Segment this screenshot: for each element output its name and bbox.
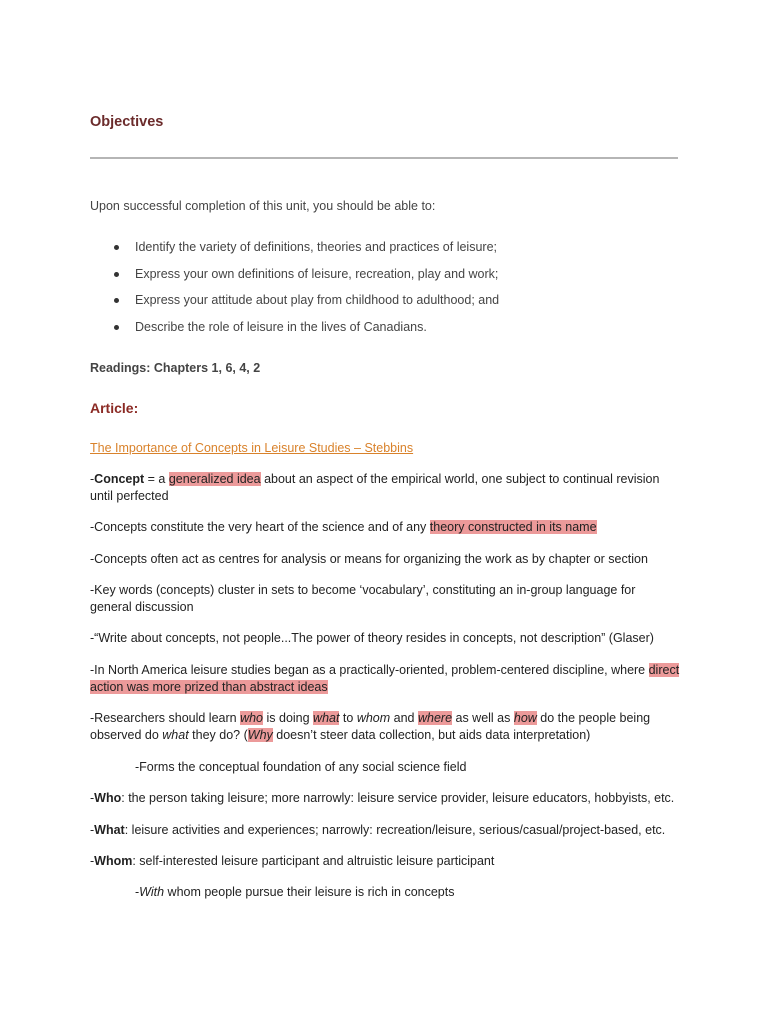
highlighted-text: where xyxy=(417,711,453,725)
note-whom: -Whom: self-interested leisure participant and altruistic leisure participant xyxy=(90,854,495,868)
highlighted-text: how xyxy=(513,711,537,725)
intro-text: Upon successful completion of this unit, you should be able to: xyxy=(90,199,436,213)
highlighted-text: generalized idea xyxy=(168,472,261,486)
bullet-icon xyxy=(114,298,119,303)
note-north-america: -In North America leisure studies began as a practically-oriented, problem-centered discipline, where direct action was more prized than abstract ideas xyxy=(90,663,680,694)
note-centres: -Concepts often act as centres for analysis or means for organizing the work as by chapter or section xyxy=(90,552,648,566)
bullet-icon xyxy=(114,272,119,277)
highlighted-text: direct action was more prized than abstract ideas xyxy=(90,663,680,694)
list-item: Describe the role of leisure in the lives of Canadians. xyxy=(90,319,680,346)
note-what: -What: leisure activities and experiences; narrowly: recreation/leisure, serious/casual/project-based, etc. xyxy=(90,823,666,837)
bullet-icon xyxy=(114,325,119,330)
bullet-icon xyxy=(114,245,119,250)
note-concept: -Concept = a generalized idea about an aspect of the empirical world, one subject to continual revision until perfected xyxy=(90,472,660,503)
article-heading: Article: xyxy=(90,400,139,416)
list-item: Identify the variety of definitions, theories and practices of leisure; xyxy=(90,239,680,266)
list-item: Express your own definitions of leisure, recreation, play and work; xyxy=(90,266,680,293)
note-glaser: -“Write about concepts, not people...The power of theory resides in concepts, not description” (Glaser) xyxy=(90,631,654,645)
note-foundation: -Forms the conceptual foundation of any social science field xyxy=(135,760,467,774)
section-heading: Objectives xyxy=(90,114,164,130)
readings-line: Readings: Chapters 1, 6, 4, 2 xyxy=(90,361,261,375)
note-who: -Who: the person taking leisure; more narrowly: leisure service provider, leisure educators, hobbyists, etc. xyxy=(90,791,675,805)
note-keywords: -Key words (concepts) cluster in sets to become ‘vocabulary’, constituting an in-group language for general discussion xyxy=(90,583,636,614)
note-researchers: -Researchers should learn who is doing what to whom and where as well as how do the people being observed do what they do? (Why doesn’t steer data collection, but aids data interpretation) xyxy=(90,711,651,742)
highlighted-text: theory constructed in its name xyxy=(429,520,597,534)
note-with-whom: -With whom people pursue their leisure is rich in concepts xyxy=(135,885,455,899)
highlighted-text: who xyxy=(240,711,264,725)
horizontal-rule xyxy=(90,157,678,159)
article-link-line xyxy=(90,440,680,457)
list-item: Express your attitude about play from childhood to adulthood; and xyxy=(90,292,680,319)
highlighted-text: what xyxy=(313,711,340,725)
note-heart: -Concepts constitute the very heart of the science and of any theory constructed in its name xyxy=(90,520,597,534)
article-link[interactable]: The Importance of Concepts in Leisure Studies – Stebbins xyxy=(90,441,414,455)
highlighted-text: Why xyxy=(247,728,273,742)
objectives-list xyxy=(90,239,680,345)
